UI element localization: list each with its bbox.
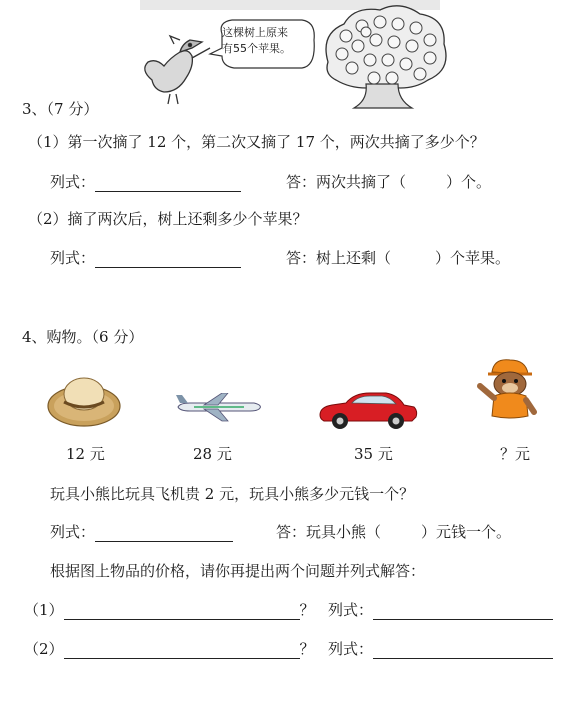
q4-sub1-formula-row [328,600,553,620]
formula-blank[interactable] [95,525,233,542]
q4-question: 玩具小熊比玩具飞机贵 2 元，玩具小熊多少元钱一个？ [50,485,415,503]
q3-part1-answer-row [286,172,491,192]
question-mark: ？ [299,640,315,658]
q3-part2-formula-row [50,248,241,268]
sub2-question-blank[interactable] [64,642,300,659]
formula-label: 列式： [50,249,96,267]
bird-and-tree-illustration [130,0,460,112]
answer-suffix: ）个。 [446,173,492,191]
answer-suffix: ）元钱一个。 [421,523,512,541]
q3-heading: 3、（7 分） [22,100,99,118]
q4-heading: 4、购物。（6 分） [22,328,144,346]
q4-answer-row [276,522,511,542]
bird-icon [145,36,210,104]
q4-formula-row [50,522,233,542]
speech-line-1: 这棵树上原来 [222,26,288,39]
q3-part2-answer-row [286,248,510,268]
answer-prefix: 答：树上还剩（ [286,249,392,267]
hat-icon [46,372,122,428]
formula-label: 列式： [328,601,374,619]
q3-part1-question: （1）第一次摘了 12 个，第二次又摘了 17 个，两次共摘了多少个？ [28,133,485,151]
sub1-question-blank[interactable] [64,603,300,620]
top-illustration [130,0,460,112]
airplane-icon [174,393,264,423]
q3-part1-formula-row [50,172,241,192]
bear-price: ？元 [500,445,531,463]
answer-suffix: ）个苹果。 [435,249,511,267]
sub1-formula-blank[interactable] [373,603,553,620]
hat-price: 12 元 [66,445,105,463]
question-mark: ？ [299,601,315,619]
formula-label: 列式： [50,173,96,191]
formula-label: 列式： [328,640,374,658]
answer-prefix: 答：玩具小熊（ [276,523,382,541]
sub2-label: （2） [24,640,64,658]
q3-part2-question: （2）摘了两次后，树上还剩多少个苹果？ [28,210,308,228]
car-icon [316,385,420,431]
bear-icon [474,358,544,422]
sub1-label: （1） [24,601,64,619]
formula-blank[interactable] [95,175,241,192]
q4-sub1-row [24,600,315,620]
q4-sub2-formula-row [328,639,553,659]
answer-prefix: 答：两次共摘了（ [286,173,407,191]
airplane-price: 28 元 [193,445,232,463]
car-price: 35 元 [354,445,393,463]
apple-tree-icon [326,6,446,108]
q4-sub2-row [24,639,315,659]
speech-line-2: 有55个苹果。 [222,42,291,55]
formula-blank[interactable] [95,251,241,268]
q4-instruction: 根据图上物品的价格，请你再提出两个问题并列式解答： [50,562,426,580]
formula-label: 列式： [50,523,96,541]
sub2-formula-blank[interactable] [373,642,553,659]
